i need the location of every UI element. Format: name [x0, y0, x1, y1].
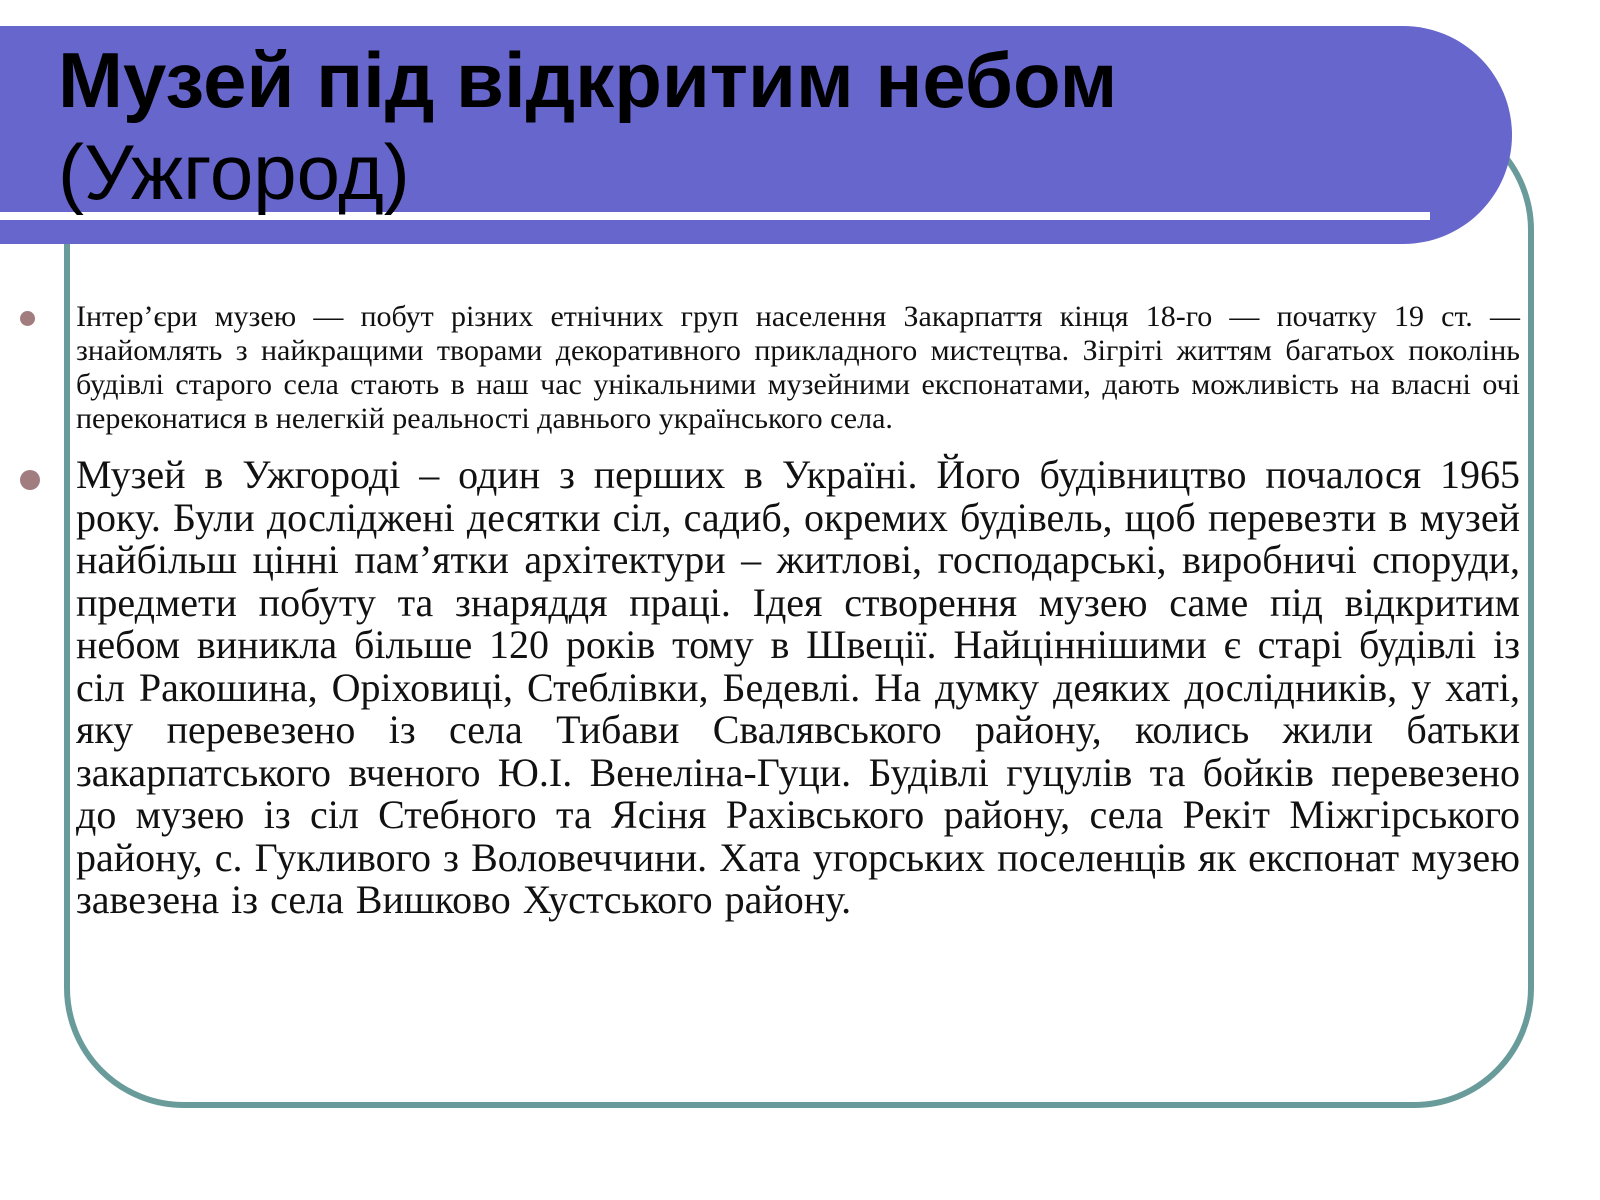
slide-title — [58, 34, 1117, 218]
slide-title-line-1: Музей під відкритим небом — [58, 36, 1118, 124]
bullet-item-museum-history — [0, 454, 1520, 922]
bullet-item-interiors — [0, 300, 1520, 436]
bullet-text-interiors: Інтер’єри музею — побут різних етнічних груп населення Закарпаття кінця 18-го — початку 19 ст. — знайомлять з найкращими творами декоративного прикладного мистецтва. Зігріті життям багатьох поколінь будівлі старого села стають в наш час унікальними музейними експонатами, дають можливість на власні очі переконатися в нелегкій реальності давнього українського села. — [76, 300, 1520, 435]
bullet-dot-icon — [20, 470, 40, 490]
bullet-text-museum-history: Музей в Ужгороді – один з перших в Україні. Його будівництво почалося 1965 року. Були досліджені десятки сіл, садиб, окремих будівель, щоб перевезти в музей найбільш цінні пам’ятки архітектури – житлові, господарські, виробничі споруди, предмети побуту та знаряддя праці. Ідея створення музею саме під відкритим небом виникла більше 120 років тому в Швеції. Найціннішими є старі будівлі із сіл Ракошина, Оріховиці, Стеблівки, Бедевлі. На думку деяких дослідників, у хаті, яку перевезено із села Тибави Свалявського району, колись жили батьки закарпатського вченого Ю.І. Венеліна-Гуци. Будівлі гуцулів та бойків перевезено до музею із сіл Стебного та Ясіня Рахівського району, села Рекіт Міжгірського району, с. Гукливого з Воловеччини. Хата угорських поселенців як експонат музею завезена із села Вишково Хустського району. — [76, 452, 1520, 922]
bullet-dot-icon — [20, 311, 35, 326]
slide-title-line-2: (Ужгород) — [58, 128, 410, 216]
bullet-list — [0, 300, 1520, 922]
